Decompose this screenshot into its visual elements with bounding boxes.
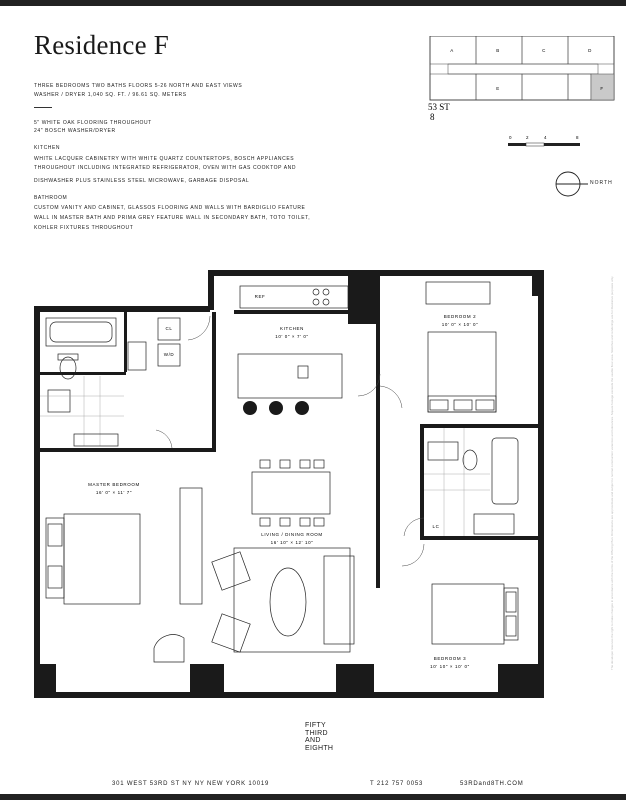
north-arrow-icon [554,170,590,200]
legal-disclaimer: The developer reserves the right to make changes in accordance with the terms of the Offering Plan. Dimensions are approximate and subject to normal construction variances and tolerances. Square footage exceeds the usable floor area. Sketches and renderings are for illustrative purposes only. [610,275,614,670]
kitchen-line-2: THROUGHOUT INCLUDING INTEGRATED REFRIGERATOR, OVEN WITH GAS COOKTOP AND [34,165,297,171]
key-unit-d: D [588,48,592,53]
footer-phone: T 212 757 0053 [370,781,424,787]
feature-washer: 24" BOSCH WASHER/DRYER [34,128,116,134]
bath-heading: BATHROOM [34,195,68,201]
key-plan [428,36,618,126]
footer-website[interactable]: 53RDand8TH.COM [460,781,524,787]
key-unit-f: F [600,86,604,91]
divider [34,107,52,108]
scale-tick-4: 4 [544,135,548,140]
bath-line-3: KOHLER FIXTURES THROUGHOUT [34,225,134,231]
scale-tick-0: 0 [509,135,513,140]
key-unit-b: B [496,48,500,53]
specs-line-1: THREE BEDROOMS TWO BATHS FLOORS 5-26 NORTH AND EAST VIEWS [34,83,243,89]
plan-living-dim: 16' 10" × 12' 10" [270,540,314,545]
bath-line-2: WALL IN MASTER BATH AND PRIMA GREY FEATURE WALL IN SECONDARY BATH, TOTO TOILET, [34,215,311,221]
plan-master-label: MASTER BEDROOM [88,482,140,487]
logo-line-4: EIGHTH [305,744,334,752]
brand-logo [305,722,333,752]
plan-cl-label: CL [165,326,173,331]
plan-kitchen-dim: 10' 0" × 7' 0" [275,334,309,339]
scale-tick-2: 2 [526,135,530,140]
bath-line-1: CUSTOM VANITY AND CABINET, GLASSOS FLOORING AND WALLS WITH BARDIGLIO FEATURE [34,205,306,211]
specs-line-2: WASHER / DRYER 1,040 SQ. FT. / 96.61 SQ. METERS [34,92,187,98]
key-unit-e: E [496,86,500,91]
key-unit-a: A [450,48,454,53]
logo-line-2: THIRD [305,729,328,737]
residence-title: Residence F [34,30,169,60]
north-label: NORTH [590,180,613,186]
key-unit-c: C [542,48,546,53]
feature-flooring: 5" WHITE OAK FLOORING THROUGHOUT [34,120,152,126]
plan-wd-label: W/D [163,352,175,357]
key-avenue: 8 [430,112,435,122]
floor-plan [24,266,564,714]
top-border [0,0,626,6]
logo-line-1: FIFTY [305,722,326,729]
bottom-border [0,794,626,800]
kitchen-heading: KITCHEN [34,145,61,151]
kitchen-line-1: WHITE LACQUER CABINETRY WITH WHITE QUARTZ COUNTERTOPS, BOSCH APPLIANCES [34,156,295,162]
plan-master-dim: 16' 0" × 11' 7" [95,490,133,495]
plan-bedroom3-label: BEDROOM 3 [433,656,467,661]
plan-bedroom2-dim: 10' 0" × 10' 0" [441,322,479,327]
plan-ref-label: REF [254,294,266,299]
scale-bar [508,133,584,149]
plan-bedroom3-dim: 10' 10" × 10' 0" [430,664,470,669]
key-street: 53 ST [428,102,450,112]
plan-lc-label: LC [432,524,440,529]
logo-line-3: AND [305,737,321,744]
plan-living-label: LIVING / DINING ROOM [261,532,323,537]
plan-kitchen-label: KITCHEN [280,326,304,331]
scale-tick-8: 8 [576,135,580,140]
plan-bedroom2-label: BEDROOM 2 [443,314,477,319]
footer-address: 301 WEST 53RD ST NY NY NEW YORK 10019 [112,781,270,787]
kitchen-line-3: DISHWASHER PLUS STAINLESS STEEL MICROWAVE, GARBAGE DISPOSAL [34,178,250,184]
